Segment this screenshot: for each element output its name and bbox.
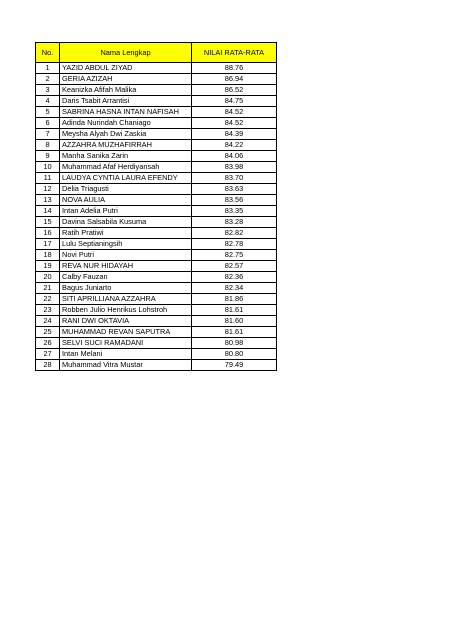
table-row bbox=[36, 283, 277, 294]
student-name: Bagus Juniarto bbox=[60, 283, 192, 294]
student-name: Daris Tsabit Arrantisi bbox=[60, 96, 192, 107]
header-no: No. bbox=[36, 43, 60, 63]
average-score: 82.36 bbox=[192, 272, 277, 283]
header-score: NILAI RATA-RATA bbox=[192, 43, 277, 63]
table-row bbox=[36, 195, 277, 206]
table-row bbox=[36, 261, 277, 272]
average-score: 80.80 bbox=[192, 349, 277, 360]
row-number: 9 bbox=[36, 151, 60, 162]
row-number: 7 bbox=[36, 129, 60, 140]
average-score: 83.28 bbox=[192, 217, 277, 228]
header-row bbox=[36, 43, 277, 63]
table-row bbox=[36, 107, 277, 118]
average-score: 82.34 bbox=[192, 283, 277, 294]
table-row bbox=[36, 118, 277, 129]
row-number: 2 bbox=[36, 74, 60, 85]
table-row bbox=[36, 250, 277, 261]
row-number: 3 bbox=[36, 85, 60, 96]
row-number: 20 bbox=[36, 272, 60, 283]
row-number: 4 bbox=[36, 96, 60, 107]
table-row bbox=[36, 327, 277, 338]
student-name: YAZID ABDUL ZIYAD bbox=[60, 63, 192, 74]
row-number: 11 bbox=[36, 173, 60, 184]
table-row bbox=[36, 162, 277, 173]
table-row bbox=[36, 140, 277, 151]
table-row bbox=[36, 228, 277, 239]
table-row bbox=[36, 338, 277, 349]
average-score: 81.61 bbox=[192, 327, 277, 338]
row-number: 27 bbox=[36, 349, 60, 360]
average-score: 83.70 bbox=[192, 173, 277, 184]
table-row bbox=[36, 206, 277, 217]
average-score: 82.78 bbox=[192, 239, 277, 250]
student-name: MUHAMMAD REVAN SAPUTRA bbox=[60, 327, 192, 338]
student-name: AZZAHRA MUZHAFIRRAH bbox=[60, 140, 192, 151]
row-number: 15 bbox=[36, 217, 60, 228]
row-number: 26 bbox=[36, 338, 60, 349]
average-score: 82.75 bbox=[192, 250, 277, 261]
row-number: 21 bbox=[36, 283, 60, 294]
grades-table-body bbox=[36, 63, 277, 371]
row-number: 19 bbox=[36, 261, 60, 272]
table-row bbox=[36, 239, 277, 250]
student-name: Adinda Nurindah Chaniago bbox=[60, 118, 192, 129]
student-name: Ratih Pratiwi bbox=[60, 228, 192, 239]
student-name: Manha Sanika Zarin bbox=[60, 151, 192, 162]
row-number: 28 bbox=[36, 360, 60, 371]
row-number: 13 bbox=[36, 195, 60, 206]
student-name: Lulu Septianingsih bbox=[60, 239, 192, 250]
grades-table bbox=[35, 42, 277, 371]
row-number: 16 bbox=[36, 228, 60, 239]
student-name: Keanizka Afifah Malika bbox=[60, 85, 192, 96]
row-number: 25 bbox=[36, 327, 60, 338]
table-row bbox=[36, 63, 277, 74]
table-row bbox=[36, 305, 277, 316]
average-score: 82.57 bbox=[192, 261, 277, 272]
student-name: Intan Melani bbox=[60, 349, 192, 360]
table-row bbox=[36, 74, 277, 85]
table-row bbox=[36, 151, 277, 162]
table-row bbox=[36, 349, 277, 360]
student-name: Novi Putri bbox=[60, 250, 192, 261]
average-score: 84.52 bbox=[192, 118, 277, 129]
average-score: 82.82 bbox=[192, 228, 277, 239]
table-row bbox=[36, 360, 277, 371]
table-row bbox=[36, 96, 277, 107]
table-row bbox=[36, 316, 277, 327]
student-name: Muhammad Afaf Herdiyansah bbox=[60, 162, 192, 173]
average-score: 83.98 bbox=[192, 162, 277, 173]
student-name: Intan Adelia Putri bbox=[60, 206, 192, 217]
average-score: 86.94 bbox=[192, 74, 277, 85]
student-name: Calby Fauzan bbox=[60, 272, 192, 283]
table-row bbox=[36, 217, 277, 228]
row-number: 1 bbox=[36, 63, 60, 74]
table-row bbox=[36, 184, 277, 195]
student-name: Delia Triagusti bbox=[60, 184, 192, 195]
student-name: Davina Salsabila Kusuma bbox=[60, 217, 192, 228]
table-row bbox=[36, 173, 277, 184]
table-row bbox=[36, 294, 277, 305]
student-name: Meysha Alyah Dwi Zaskia bbox=[60, 129, 192, 140]
average-score: 88.76 bbox=[192, 63, 277, 74]
row-number: 14 bbox=[36, 206, 60, 217]
average-score: 84.06 bbox=[192, 151, 277, 162]
student-name: NOVA AULIA bbox=[60, 195, 192, 206]
average-score: 79.49 bbox=[192, 360, 277, 371]
average-score: 84.52 bbox=[192, 107, 277, 118]
row-number: 24 bbox=[36, 316, 60, 327]
student-name: SITI APRILLIANA AZZAHRA bbox=[60, 294, 192, 305]
average-score: 83.56 bbox=[192, 195, 277, 206]
average-score: 84.75 bbox=[192, 96, 277, 107]
average-score: 81.61 bbox=[192, 305, 277, 316]
table-row bbox=[36, 85, 277, 96]
row-number: 10 bbox=[36, 162, 60, 173]
row-number: 18 bbox=[36, 250, 60, 261]
student-name: REVA NUR HIDAYAH bbox=[60, 261, 192, 272]
average-score: 81.60 bbox=[192, 316, 277, 327]
average-score: 84.22 bbox=[192, 140, 277, 151]
average-score: 84.39 bbox=[192, 129, 277, 140]
row-number: 5 bbox=[36, 107, 60, 118]
row-number: 8 bbox=[36, 140, 60, 151]
row-number: 17 bbox=[36, 239, 60, 250]
student-name: LAUDYA CYNTIA LAURA EFENDY bbox=[60, 173, 192, 184]
student-name: Muhammad Vitra Mustar bbox=[60, 360, 192, 371]
average-score: 80.98 bbox=[192, 338, 277, 349]
row-number: 22 bbox=[36, 294, 60, 305]
student-name: GERIA AZIZAH bbox=[60, 74, 192, 85]
table-row bbox=[36, 129, 277, 140]
header-name: Nama Lengkap bbox=[60, 43, 192, 63]
student-name: SABRINA HASNA INTAN NAFISAH bbox=[60, 107, 192, 118]
table-row bbox=[36, 272, 277, 283]
student-name: SELVI SUCI RAMADANI bbox=[60, 338, 192, 349]
row-number: 23 bbox=[36, 305, 60, 316]
row-number: 6 bbox=[36, 118, 60, 129]
average-score: 83.35 bbox=[192, 206, 277, 217]
average-score: 83.63 bbox=[192, 184, 277, 195]
average-score: 86.52 bbox=[192, 85, 277, 96]
student-name: Robben Julio Henrikus Lohstroh bbox=[60, 305, 192, 316]
average-score: 81.86 bbox=[192, 294, 277, 305]
spreadsheet-page bbox=[35, 42, 277, 371]
row-number: 12 bbox=[36, 184, 60, 195]
student-name: RANI DWI OKTAVIA bbox=[60, 316, 192, 327]
